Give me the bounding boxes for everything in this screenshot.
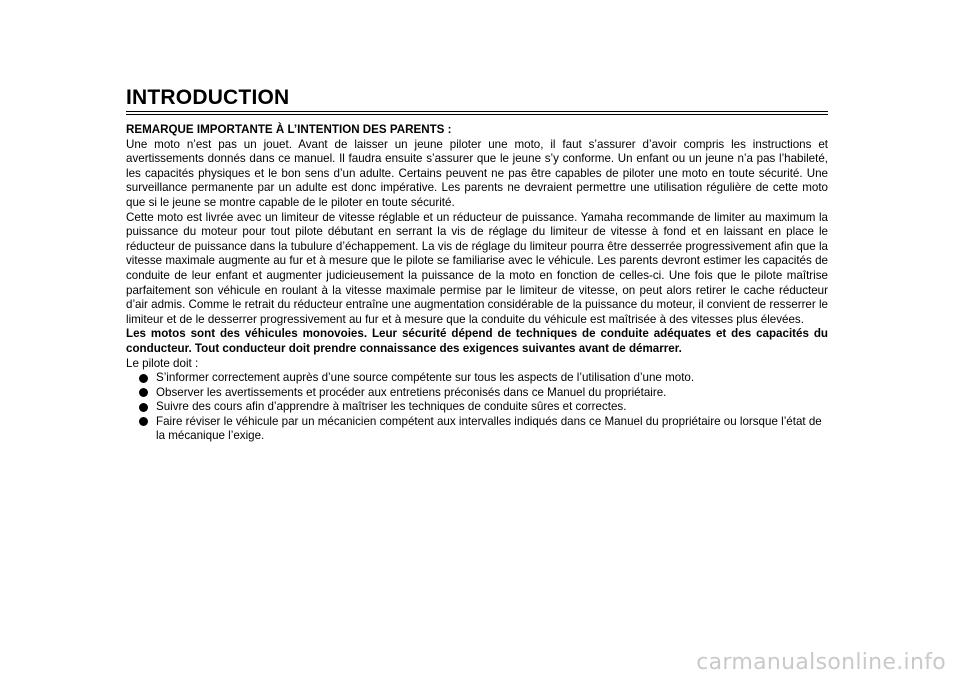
list-item bbox=[126, 415, 828, 444]
list-item bbox=[126, 371, 828, 386]
rider-requirements-list bbox=[126, 371, 828, 444]
notice-paragraph-2: Cette moto est livrée avec un limiteur de vitesse réglable et un réducteur de puissance. Yamaha recommande de limiter au maximum la puissance du moteur pour tout pilote débutant en serrant la vis de réglage du limiteur de vitesse à fond et en laissant en place le réducteur de puissance dans la tubulure d’échappement. La vis de réglage du limiteur pourra être desserrée progressivement afin que la vitesse maximale augmente au fur et à mesure que le pilote se familiarise avec le véhicule. Les parents devront estimer les capacités de conduite de leur enfant et augmenter judicieusement la puissance de la moto en fonction de celles-ci. Une fois que le pilote maîtrise parfaitement son véhicule en roulant à la vitesse maximale permise par le limiteur de vitesse, on peut alors retirer le cache réducteur d’air admis. Comme le retrait du réducteur entraîne une augmentation considérable de la puissance du moteur, il convient de resserrer le limiteur et de le desserrer progressivement au fur et à mesure que la conduite du véhicule est maîtrisée à des vitesses plus élevées. bbox=[126, 210, 828, 326]
safety-warning: Les motos sont des véhicules monovoies. Leur sécurité dépend de techniques de conduite adéquates et des capacités du conducteur. Tout conducteur doit prendre connaissance des exigences suivantes avant de démarrer. bbox=[126, 327, 828, 355]
page-header bbox=[126, 86, 828, 115]
list-item-text: Suivre des cours afin d’apprendre à maîtriser les techniques de conduite sûres et correctes. bbox=[156, 400, 627, 414]
list-intro: Le pilote doit : bbox=[126, 356, 199, 370]
title-rule bbox=[126, 111, 828, 112]
list-item-text: Faire réviser le véhicule par un mécanicien compétent aux intervalles indiqués dans ce Manuel du propriétaire ou lorsque l’état de la mécanique l’exige. bbox=[156, 414, 822, 443]
title-rule-thin bbox=[126, 114, 828, 115]
bullet-icon bbox=[139, 403, 148, 412]
notice-paragraph-1: Une moto n’est pas un jouet. Avant de laisser un jeune piloter une moto, il faut s’assurer d’avoir compris les instructions et avertissements donnés dans ce manuel. Il faudra ensuite s’assurer que le jeune s’y conforme. Un enfant ou un jeune n’a pas l’habileté, les capacités physiques et le bon sens d’un adulte. Certains peuvent ne pas être capables de piloter une moto en toute sécurité. Une surveillance permanente par un adulte est donc impérative. Les parents ne devraient permettre une utilisation régulière de cette moto que si le jeune se montre capable de le piloter en toute sécurité. bbox=[126, 137, 828, 209]
site-watermark: carmanualsonline.info bbox=[696, 650, 946, 675]
list-item bbox=[126, 400, 828, 415]
list-item-text: S’informer correctement auprès d’une source compétente sur tous les aspects de l’utilisation d’une moto. bbox=[156, 371, 695, 385]
bullet-icon bbox=[139, 417, 148, 426]
notice-body bbox=[126, 123, 828, 444]
bullet-icon bbox=[139, 374, 148, 383]
bullet-icon bbox=[139, 388, 148, 397]
list-item bbox=[126, 386, 828, 401]
notice-heading: REMARQUE IMPORTANTE À L’INTENTION DES PARENTS : bbox=[126, 123, 452, 136]
page-title: INTRODUCTION bbox=[126, 86, 290, 109]
list-item-text: Observer les avertissements et procéder aux entretiens préconisés dans ce Manuel du propriétaire. bbox=[156, 385, 667, 399]
